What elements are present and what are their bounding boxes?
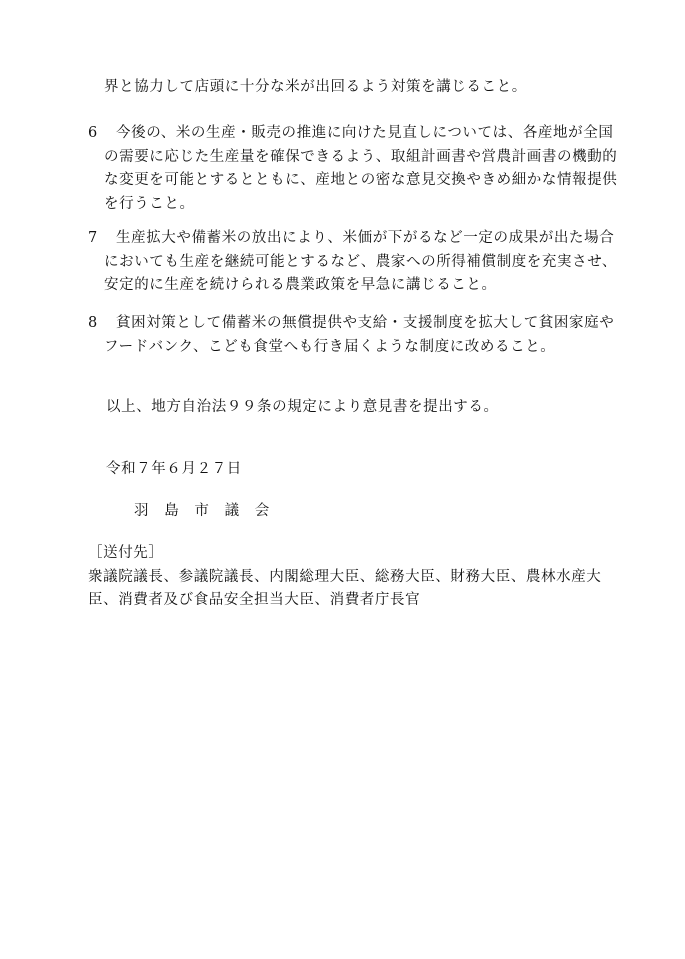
recipients-line: 衆議院議長、参議院議長、内閣総理大臣、総務大臣、財務大臣、農林水産大 — [88, 568, 602, 585]
text-line: フードバンク、こども食堂へも行き届くような制度に改めること。 — [104, 338, 556, 355]
text-line: 今後の、米の生産・販売の推進に向けた見直しについては、各産地が全国 — [116, 125, 614, 141]
text-line: の需要に応じた生産量を確保できるよう、取組計画書や営農計画書の機動的 — [104, 148, 618, 165]
text-line: においても生産を継続可能とするなど、農家への所得補償制度を充実させ、 — [104, 253, 617, 270]
date-text: 令和７年６月２７日 — [106, 461, 242, 477]
closing-text: 以上、地方自治法９９条の規定により意見書を提出する。 — [106, 399, 499, 415]
issuer-name: 羽 島 市 議 会 — [134, 503, 270, 519]
text-line: 安定的に生産を続けられる農業政策を早急に講じること。 — [104, 277, 497, 293]
continuation-text — [104, 76, 527, 100]
item-number: 8 — [88, 315, 98, 331]
item-number: 6 — [88, 125, 98, 141]
text-line: 貧困対策として備蓄米の無償提供や支給・支援制度を拡大して貧困家庭や — [116, 315, 615, 331]
recipients-line: 臣、消費者及び食品安全担当大臣、消費者庁長官 — [88, 592, 421, 608]
item-7 — [88, 227, 617, 298]
item-number: 7 — [88, 230, 98, 246]
text-line: 生産拡大や備蓄米の放出により、米価が下がるなど一定の成果が出た場合 — [116, 230, 615, 246]
item-6 — [88, 122, 617, 216]
closing-statement — [106, 396, 499, 420]
item-8 — [88, 312, 614, 359]
text-line: 界と協力して店頭に十分な米が出回るよう対策を講じること。 — [104, 79, 527, 95]
recipients-heading: ［送付先］ — [88, 545, 164, 561]
issuer — [134, 500, 270, 524]
recipients-section — [88, 542, 601, 613]
text-line: な変更を可能とするとともに、産地との密な意見交換やきめ細かな情報提供 — [104, 172, 618, 188]
text-line: を行うこと。 — [104, 195, 195, 212]
document-date — [106, 458, 242, 482]
